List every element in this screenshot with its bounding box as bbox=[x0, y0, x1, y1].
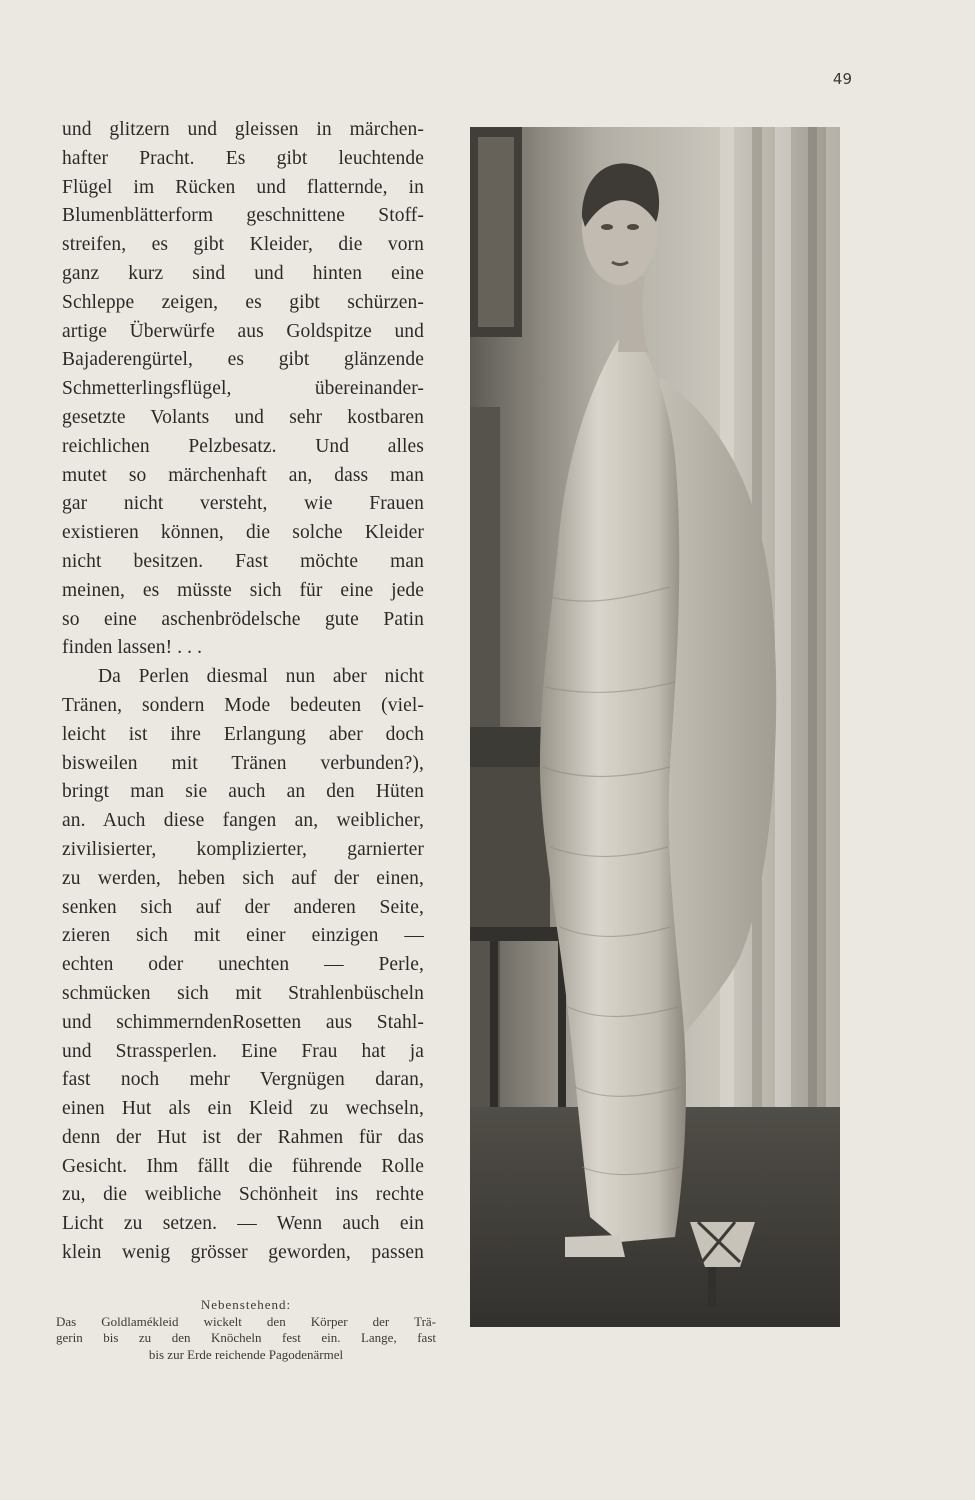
text-line: einen Hut als ein Kleid zu wechseln, bbox=[62, 1098, 424, 1120]
text-line: und schimmerndenRosetten aus Stahl- bbox=[62, 1011, 424, 1033]
text-line: gar nicht versteht, wie Frauen bbox=[62, 493, 424, 515]
text-line: artige Überwürfe aus Goldspitze und bbox=[62, 320, 424, 342]
text-line: klein wenig grösser geworden, passen bbox=[62, 1242, 424, 1264]
text-line: echten oder unechten — Perle, bbox=[62, 954, 424, 976]
text-line: mutet so märchenhaft an, dass man bbox=[62, 464, 424, 486]
text-line: Flügel im Rücken und flatternde, in bbox=[62, 176, 424, 198]
fashion-photograph bbox=[470, 127, 840, 1327]
text-line: zieren sich mit einer einzigen — bbox=[62, 925, 424, 947]
text-line: Da Perlen diesmal nun aber nicht bbox=[98, 666, 424, 688]
caption-line: Das Goldlamékleid wickelt den Körper der Trä- bbox=[56, 1313, 436, 1329]
page-number: 49 bbox=[832, 70, 852, 88]
text-line: finden lassen! . . . bbox=[62, 637, 203, 659]
text-line: zu, die weibliche Schönheit ins rechte bbox=[62, 1184, 424, 1206]
text-line: bisweilen mit Tränen verbunden?), bbox=[62, 752, 424, 774]
text-line: Licht zu setzen. — Wenn auch ein bbox=[62, 1213, 424, 1235]
caption-title: Nebenstehend: bbox=[200, 1297, 292, 1312]
text-line: Tränen, sondern Mode bedeuten (viel- bbox=[62, 694, 424, 716]
text-line: gesetzte Volants und sehr kostbaren bbox=[62, 406, 424, 428]
text-line: meinen, es müsste sich für eine jede bbox=[62, 579, 424, 601]
text-line: ganz kurz sind und hinten eine bbox=[62, 262, 424, 284]
text-line: zu werden, heben sich auf der einen, bbox=[62, 867, 424, 889]
text-line: fast noch mehr Vergnügen daran, bbox=[62, 1069, 424, 1091]
text-line: nicht besitzen. Fast möchte man bbox=[62, 550, 424, 572]
text-line: Gesicht. Ihm fällt die führende Rolle bbox=[62, 1155, 424, 1177]
text-line: Bajaderengürtel, es gibt glänzende bbox=[62, 349, 424, 371]
body-text-column bbox=[62, 116, 424, 1268]
text-line: leicht ist ihre Erlangung aber doch bbox=[62, 723, 424, 745]
text-line: streifen, es gibt Kleider, die vorn bbox=[62, 234, 424, 256]
photograph-illustration bbox=[470, 127, 840, 1327]
text-line: denn der Hut ist der Rahmen für das bbox=[62, 1126, 424, 1148]
text-line: hafter Pracht. Es gibt leuchtende bbox=[62, 147, 424, 169]
text-line: senken sich auf der anderen Seite, bbox=[62, 896, 424, 918]
text-line: Schleppe zeigen, es gibt schürzen- bbox=[62, 291, 424, 313]
text-line: Blumenblätterform geschnittene Stoff- bbox=[62, 205, 424, 227]
text-line: an. Auch diese fangen an, weiblicher, bbox=[62, 810, 424, 832]
caption-line: gerin bis zu den Knöcheln fest ein. Lange, fast bbox=[56, 1330, 436, 1345]
text-line: und glitzern und gleissen in märchen- bbox=[62, 119, 424, 140]
text-line: Schmetterlingsflügel, übereinander- bbox=[62, 378, 424, 400]
text-line: und Strassperlen. Eine Frau hat ja bbox=[62, 1040, 424, 1062]
text-line: zivilisierter, komplizierter, garnierter bbox=[62, 838, 424, 860]
text-line: existieren können, die solche Kleider bbox=[62, 522, 424, 544]
text-line: schmücken sich mit Strahlenbüscheln bbox=[62, 982, 424, 1004]
text-line: so eine aschenbrödelsche gute Patin bbox=[62, 608, 424, 630]
text-line: reichlichen Pelzbesatz. Und alles bbox=[62, 435, 424, 457]
photo-caption bbox=[56, 1297, 436, 1363]
text-line: bringt man sie auch an den Hüten bbox=[62, 781, 424, 803]
caption-line: bis zur Erde reichende Pagodenärmel bbox=[148, 1346, 344, 1362]
